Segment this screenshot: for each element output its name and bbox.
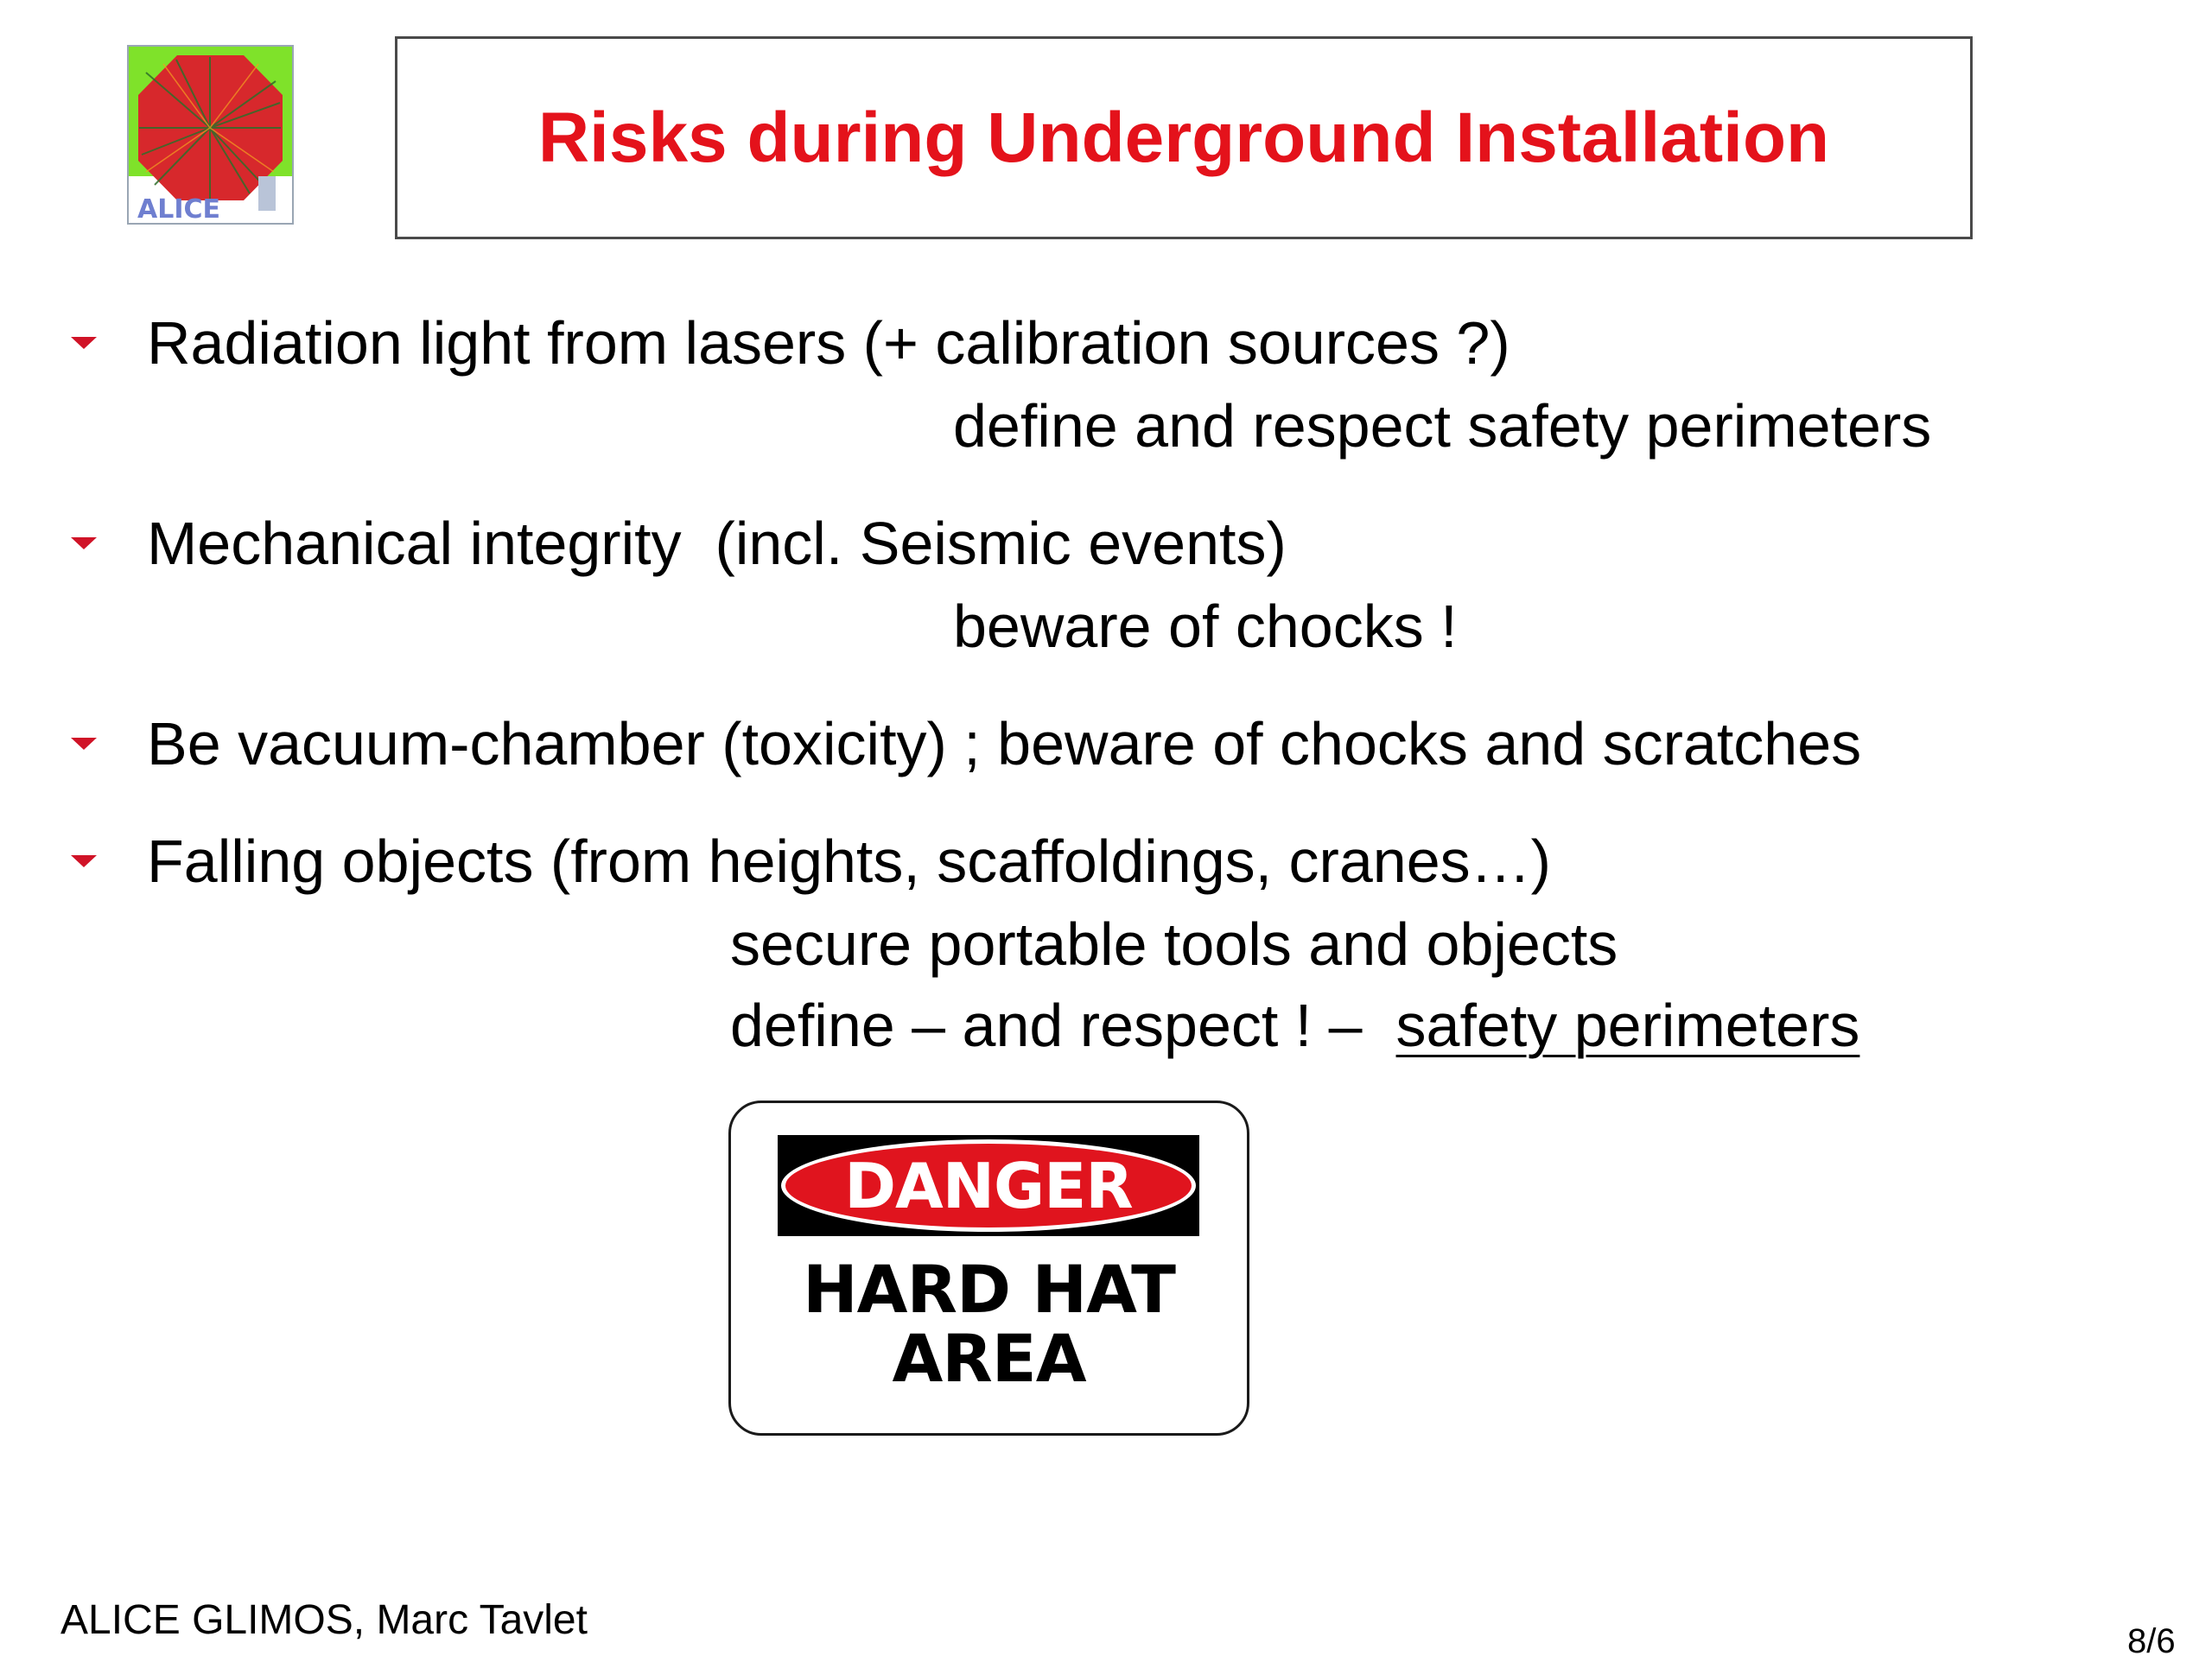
danger-oval: [781, 1139, 1196, 1232]
bullet-marker-icon: [71, 537, 97, 549]
bullet-marker-icon: [71, 738, 97, 750]
sign-line-2: AREA: [892, 1320, 1086, 1397]
bullet-4-sub-2-prefix: define – and respect ! –: [730, 992, 1380, 1059]
sign-line-1: HARD HAT: [803, 1251, 1175, 1328]
danger-header-bar: [778, 1135, 1199, 1236]
bullet-marker-icon: [71, 855, 97, 867]
bullet-2-text: Mechanical integrity (incl. Seismic events): [147, 510, 1287, 577]
bullet-2-sub-1: beware of chocks !: [953, 593, 1458, 660]
title-box: [395, 36, 1973, 239]
footer-author: ALICE GLIMOS, Marc Tavlet: [60, 1597, 588, 1643]
bullet-4-text: Falling objects (from heights, scaffoldings, cranes…): [147, 828, 1551, 895]
bullet-1-sub-1: define and respect safety perimeters: [953, 392, 1932, 460]
alice-logo-icon: [127, 45, 294, 225]
safety-perimeters-text: safety perimeters: [1395, 992, 1860, 1059]
bullet-4-sub-1: secure portable tools and objects: [730, 910, 1618, 978]
page-number: 8/6: [2127, 1622, 2176, 1660]
bullet-4-sub-2: [730, 991, 1859, 1060]
bullet-marker-icon: [71, 337, 97, 349]
bullet-1-text: Radiation light from lasers (+ calibration sources ?): [147, 309, 1510, 377]
danger-label: DANGER: [844, 1149, 1133, 1222]
logo-text: ALICE: [137, 194, 221, 223]
danger-sign-icon: [728, 1101, 1249, 1436]
bullet-3-text: Be vacuum-chamber (toxicity) ; beware of chocks and scratches: [147, 710, 1862, 777]
slide-title: Risks during Underground Installation: [537, 98, 1830, 177]
